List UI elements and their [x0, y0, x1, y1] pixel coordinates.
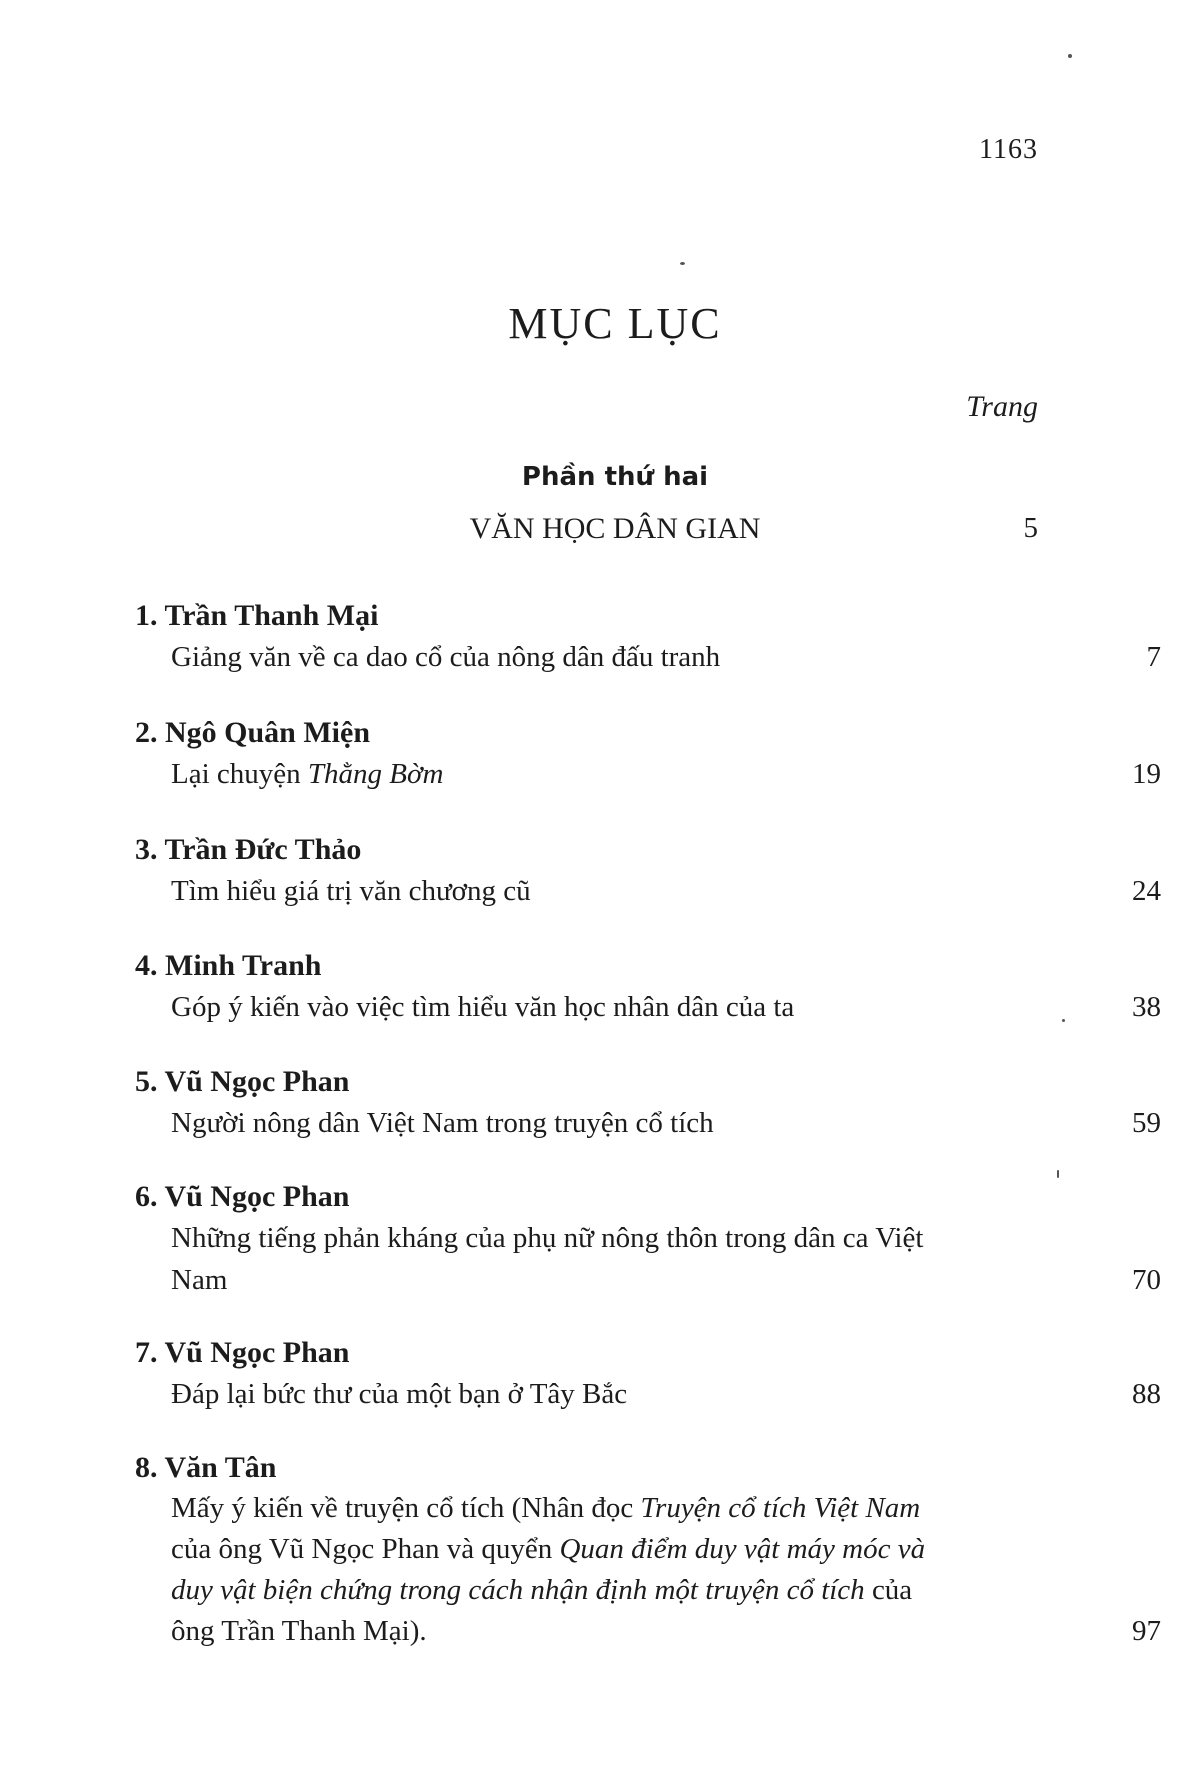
entry-title: [135, 1217, 961, 1301]
scan-speck: [1057, 1170, 1059, 1178]
entry-author: 1. Trần Thanh Mại: [135, 599, 379, 632]
entry-title-segment: Tìm hiểu giá trị văn chương cũ: [171, 875, 531, 907]
entry-page-ref: 59: [1132, 1107, 1161, 1139]
toc-entry[interactable]: [135, 946, 1161, 1028]
entry-author: 5. Vũ Ngọc Phan: [135, 1065, 350, 1098]
toc-entry[interactable]: [135, 1333, 1161, 1415]
entry-title: [135, 1102, 951, 1144]
entry-title-segment: Mấy ý kiến về truyện cổ tích (Nhân đọc: [171, 1492, 641, 1524]
entry-title-segment: Góp ý kiến vào việc tìm hiểu văn học nhân dân của ta: [171, 991, 795, 1023]
entry-author: 8. Văn Tân: [135, 1451, 277, 1484]
scan-speck: [1068, 54, 1072, 58]
entry-author: 4. Minh Tranh: [135, 949, 322, 982]
page-title: MỤC LỤC: [508, 299, 722, 348]
entry-author: 2. Ngô Quân Miện: [135, 716, 371, 749]
section-part-heading: Phần thứ hai: [521, 462, 709, 492]
entry-page-ref: 38: [1132, 991, 1161, 1023]
entry-author: 6. Vũ Ngọc Phan: [135, 1180, 350, 1213]
toc-entry[interactable]: [135, 1448, 1161, 1652]
toc-entry[interactable]: [135, 596, 1161, 678]
section-title-row: [0, 512, 1200, 552]
section-title: VĂN HỌC DÂN GIAN: [469, 512, 761, 545]
scan-speck: [1062, 1019, 1065, 1022]
entry-page-ref: 70: [1132, 1264, 1161, 1296]
page-column-label: Trang: [966, 390, 1038, 423]
entry-title-segment: Lại chuyện: [171, 758, 308, 790]
entry-title-segment: của ông Trần Thanh Mại).: [171, 1574, 913, 1647]
toc-entry[interactable]: [135, 1177, 1161, 1301]
entry-title-segment: của ông Vũ Ngọc Phan và quyển: [171, 1533, 560, 1565]
entry-page-ref: 88: [1132, 1378, 1161, 1410]
scan-speck: [680, 262, 685, 265]
toc-entry[interactable]: [135, 1062, 1161, 1144]
toc-entry[interactable]: [135, 830, 1161, 912]
entry-title: [135, 753, 951, 795]
entry-title-segment: Giảng văn về ca dao cổ của nông dân đấu tranh: [171, 641, 721, 673]
entry-title: [135, 986, 951, 1028]
entry-title-italic-segment: Quan điểm duy vật máy móc và duy vật biện chứng trong cách nhận định một truyện cổ tích: [171, 1533, 926, 1606]
section-page-ref: 5: [1023, 512, 1038, 544]
entry-page-ref: 97: [1132, 1615, 1161, 1647]
toc-entry[interactable]: [135, 713, 1161, 795]
entry-title-segment: Đáp lại bức thư của một bạn ở Tây Bắc: [171, 1378, 628, 1410]
entry-title: [135, 636, 951, 678]
entry-title: [135, 870, 951, 912]
entry-page-ref: 24: [1132, 875, 1161, 907]
entry-page-ref: 19: [1132, 758, 1161, 790]
entry-title-segment: Những tiếng phản kháng của phụ nữ nông thôn trong dân ca Việt Nam: [171, 1222, 924, 1296]
entry-author: 3. Trần Đức Thảo: [135, 833, 362, 866]
entry-title-italic-segment: Thằng Bờm: [307, 758, 444, 790]
page-number: 1163: [979, 134, 1038, 165]
entry-title-segment: Người nông dân Việt Nam trong truyện cổ tích: [171, 1107, 714, 1139]
entry-title: [135, 1488, 961, 1652]
entry-author: 7. Vũ Ngọc Phan: [135, 1336, 350, 1369]
entry-page-ref: 7: [1146, 641, 1161, 673]
entry-title: [135, 1373, 951, 1415]
entry-title-italic-segment: Truyện cổ tích Việt Nam: [640, 1492, 921, 1524]
